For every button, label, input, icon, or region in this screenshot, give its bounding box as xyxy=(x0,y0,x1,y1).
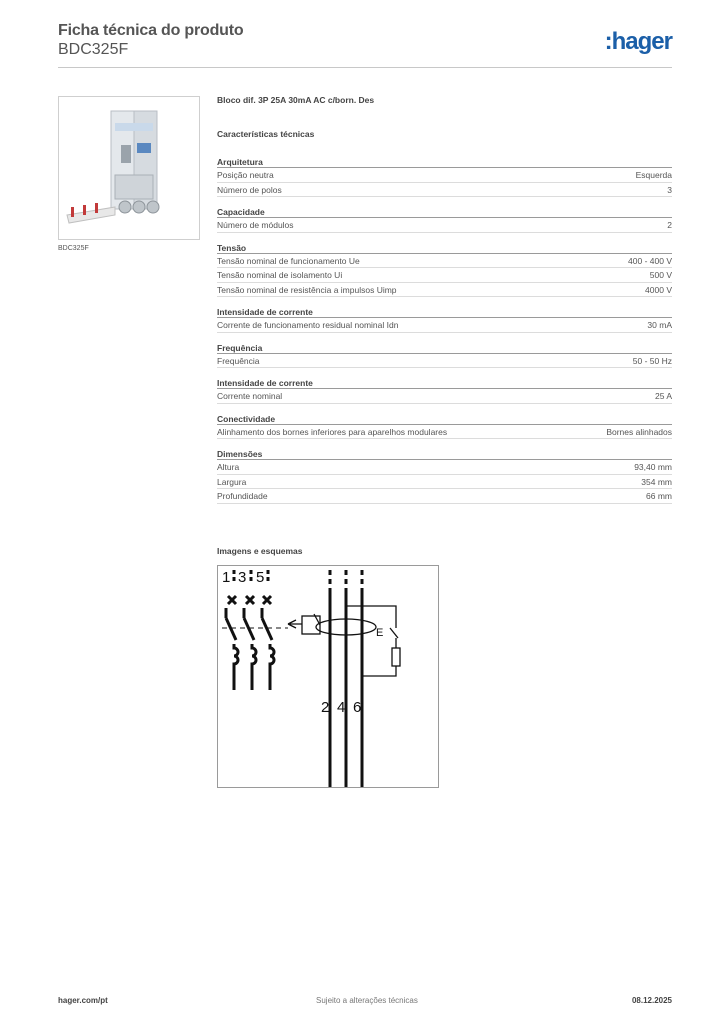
spec-heading: Características técnicas xyxy=(217,129,315,139)
spec-label: Tensão nominal de funcionamento Ue xyxy=(217,255,360,266)
document-title: Ficha técnica do produto xyxy=(58,22,244,39)
spec-value: 3 xyxy=(667,184,672,195)
terminal-label: 4 xyxy=(337,699,346,716)
spec-value: 93,40 mm xyxy=(634,462,672,472)
spec-row xyxy=(217,354,672,369)
terminal-label: 1 xyxy=(222,569,231,586)
spec-row xyxy=(217,318,672,333)
spec-value: 25 A xyxy=(654,391,672,401)
spec-row xyxy=(217,475,672,490)
spec-value: Esquerda xyxy=(635,170,672,180)
spec-row xyxy=(217,283,672,298)
input-poles xyxy=(226,570,274,690)
spec-group-title: Tensão xyxy=(217,243,672,254)
page-header xyxy=(58,22,672,68)
spec-label: Número de polos xyxy=(217,184,282,195)
spec-value: 4000 V xyxy=(645,284,672,295)
product-device-illustration xyxy=(59,97,199,239)
spec-row xyxy=(217,254,672,269)
spec-group-title: Intensidade de corrente xyxy=(217,307,672,318)
spec-group-title: Frequência xyxy=(217,343,672,354)
spec-value: 354 mm xyxy=(641,476,672,487)
spec-group-title: Capacidade xyxy=(217,207,672,218)
trip-mechanism xyxy=(288,606,400,676)
spec-group xyxy=(217,307,672,333)
spec-row xyxy=(217,489,672,504)
spec-value: Bornes alinhados xyxy=(606,426,672,437)
spec-group xyxy=(217,343,672,369)
spec-label: Largura xyxy=(217,476,247,487)
spec-row xyxy=(217,425,672,440)
spec-value: 30 mA xyxy=(647,320,672,330)
spec-label: Corrente nominal xyxy=(217,391,283,401)
spec-label: Altura xyxy=(217,462,240,472)
terminal-label: 3 xyxy=(238,569,247,586)
spec-label: Tensão nominal de resistência a impulsos Uimp xyxy=(217,284,397,295)
spec-value: 66 mm xyxy=(646,491,672,501)
spec-section xyxy=(217,95,672,504)
disclaimer: Sujeito a alterações técnicas xyxy=(316,996,418,1005)
spec-group-title: Intensidade de corrente xyxy=(217,378,672,389)
image-caption: BDC325F xyxy=(58,245,89,252)
spec-row xyxy=(217,183,672,198)
product-name: Bloco dif. 3P 25A 30mA AC c/born. Des xyxy=(217,95,375,105)
product-photo xyxy=(58,96,200,240)
spec-label: Profundidade xyxy=(217,491,268,501)
spec-group xyxy=(217,243,672,298)
spec-group xyxy=(217,207,672,233)
website-link[interactable]: hager.com/pt xyxy=(58,996,108,1005)
spec-value: 400 - 400 V xyxy=(628,255,672,266)
spec-group xyxy=(217,414,672,440)
schematic-svg xyxy=(218,566,438,787)
spec-value: 50 - 50 Hz xyxy=(632,355,672,366)
spec-group xyxy=(217,157,672,197)
product-reference: BDC325F xyxy=(58,41,129,58)
spec-group-title: Conectividade xyxy=(217,414,672,425)
terminal-label: 5 xyxy=(256,569,265,586)
spec-group-title: Arquitetura xyxy=(217,157,672,168)
spec-label: Corrente de funcionamento residual nominal Idn xyxy=(217,320,399,330)
spec-row xyxy=(217,389,672,404)
spec-label: Número de módulos xyxy=(217,220,294,230)
spec-label: Posição neutra xyxy=(217,170,274,180)
wiring-diagram xyxy=(217,565,439,788)
hager-logo: :hager xyxy=(604,28,672,55)
spec-group xyxy=(217,449,672,504)
output-poles xyxy=(330,570,362,787)
spec-groups xyxy=(217,157,672,504)
spec-label: Alinhamento dos bornes inferiores para aparelhos modulares xyxy=(217,426,448,437)
terminal-label: 2 xyxy=(321,699,330,716)
test-label: E xyxy=(376,627,384,639)
spec-row xyxy=(217,218,672,233)
spec-row xyxy=(217,268,672,283)
spec-group xyxy=(217,378,672,404)
terminal-label: 6 xyxy=(353,699,362,716)
spec-group-title: Dimensões xyxy=(217,449,672,460)
spec-value: 2 xyxy=(667,220,672,230)
spec-label: Frequência xyxy=(217,355,260,366)
images-heading: Imagens e esquemas xyxy=(217,546,303,556)
spec-row xyxy=(217,460,672,475)
spec-label: Tensão nominal de isolamento Ui xyxy=(217,270,343,280)
spec-value: 500 V xyxy=(649,270,672,280)
spec-row xyxy=(217,168,672,183)
document-date: 08.12.2025 xyxy=(631,996,672,1005)
